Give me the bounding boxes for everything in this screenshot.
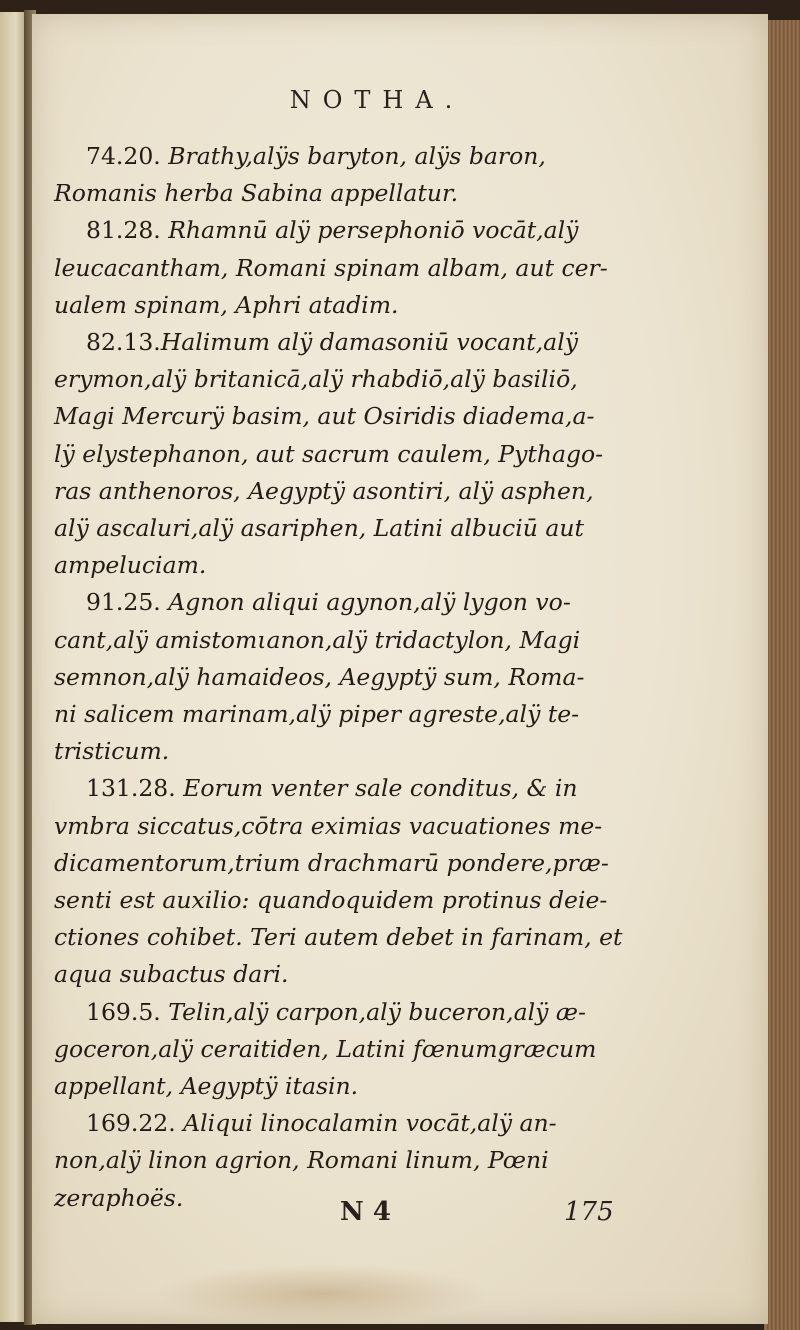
running-head: NOTHA. — [289, 86, 465, 114]
page-footer — [32, 1197, 632, 1237]
entry-reference: 82.13. — [86, 328, 161, 357]
entry-text: Brathy,alÿs baryton, alÿs baron, Romanis herba Sabina appellatur. — [54, 142, 546, 208]
entry-text: Aliqui linocalamin vocāt,alÿ an- non,alÿ linon agrion, Romani linum, Pœni zeraphoës. — [54, 1109, 557, 1212]
entry-reference: 131.28. — [86, 774, 176, 803]
entry-text: Telin,alÿ carpon,alÿ buceron,alÿ æ- goceron,alÿ ceraitiden, Latini fœnumgræcum appellant, Aegyptÿ itasin. — [54, 997, 597, 1101]
entry — [54, 770, 634, 993]
book-page — [32, 14, 768, 1324]
entry-reference: 81.28. — [86, 216, 161, 245]
entry-reference: 169.22. — [86, 1109, 176, 1138]
entry-text: Halimum alÿ damasoniū vocant,alÿ erymon,alÿ britanicā,alÿ rhabdiō,alÿ basiliō, Magi Mercurÿ basim, aut Osiridis diadema,a- lÿ elystephanon, aut sacrum caulem, Pythago- ras anthenoros, Aegyptÿ asontiri, alÿ asphen, alÿ ascaluri,alÿ asariphen, Latini albuciū aut ampeluciam. — [54, 328, 604, 580]
entry-text: Agnon aliqui agynon,alÿ lygon vo- cant,alÿ amistomιanon,alÿ tridactylon, Magi semnon,alÿ hamaideos, Aegyptÿ sum, Roma- ni salicem marinam,alÿ piper agreste,alÿ te- tristicum. — [54, 588, 585, 766]
page-number: 175 — [564, 1197, 614, 1227]
entry — [54, 138, 634, 212]
entry-reference: 74.20. — [86, 142, 161, 170]
entry-text: Rhamnū alÿ persephoniō vocāt,alÿ leucacantham, Romani spinam albam, aut cer- ualem spinam, Aphri atadim. — [54, 216, 608, 319]
page-stack-edge — [764, 20, 800, 1330]
entry — [54, 994, 634, 1106]
entry — [54, 324, 634, 584]
entry — [54, 212, 634, 324]
entry-text: Eorum venter sale conditus, & in vmbra siccatus,cōtra eximias vacuationes me- dicamentorum,trium drachmarū pondere,præ- senti est auxilio: quandoquidem protinus deie- ctiones cohibet. Teri autem debet in farinam, et aqua subactus dari. — [54, 774, 623, 989]
signature-mark: N 4 — [340, 1197, 391, 1227]
entry-reference: 91.25. — [86, 588, 161, 617]
facing-page-edge — [0, 12, 26, 1322]
entry — [54, 584, 634, 770]
entry-reference: 169.5. — [86, 997, 161, 1026]
page-body — [54, 138, 634, 1217]
